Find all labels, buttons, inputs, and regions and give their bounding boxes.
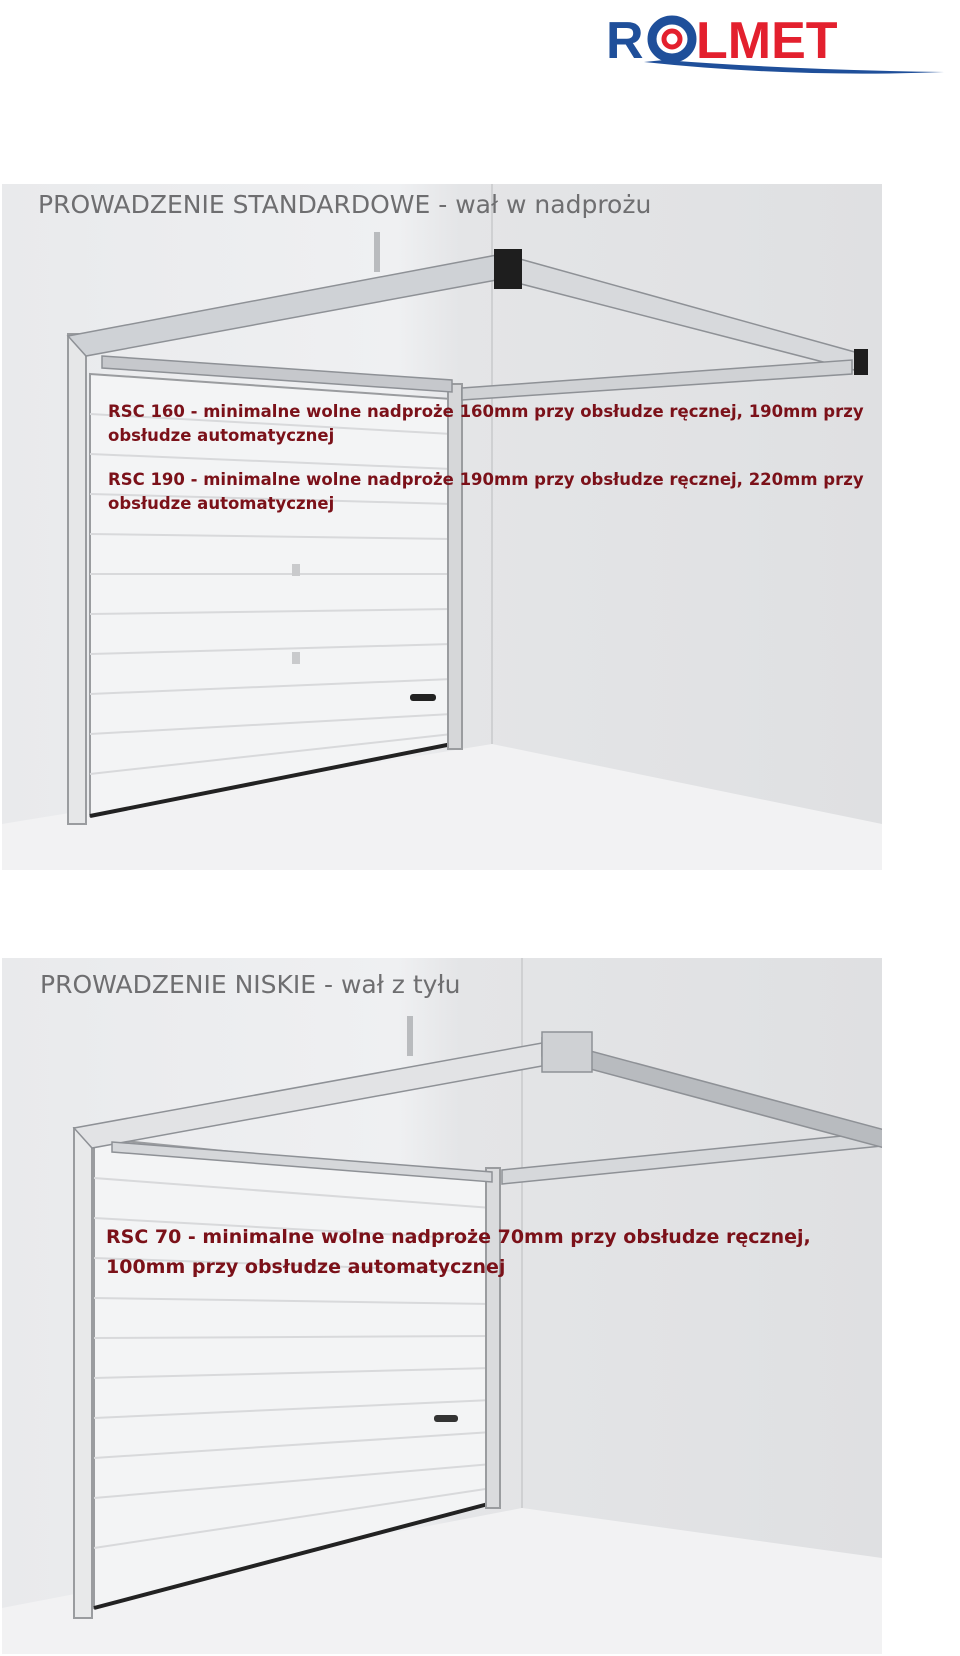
rsc190-note-line1: RSC 190 - minimalne wolne nadproże 190mm przy obsłudze ręcznej, 220mm przy <box>108 470 864 489</box>
logo-ring-icon <box>652 20 692 58</box>
rsc70-note-line1: RSC 70 - minimalne wolne nadproże 70mm przy obsłudze ręcznej, <box>106 1226 811 1248</box>
rsc190-note-line2: obsłudze automatycznej <box>108 494 335 513</box>
rsc160-note-line2: obsłudze automatycznej <box>108 426 335 445</box>
garage-door-illustration-low <box>2 958 882 1654</box>
low-guide-photo <box>2 958 882 1654</box>
garage-door-illustration <box>2 184 882 870</box>
low-guide-heading: PROWADZENIE NISKIE - wał z tyłu <box>40 970 461 999</box>
standard-guide-photo <box>2 184 882 870</box>
rsc160-note-line1: RSC 160 - minimalne wolne nadproże 160mm przy obsłudze ręcznej, 190mm przy <box>108 402 864 421</box>
logo-letter-r: R <box>606 12 644 70</box>
logo-letters: LMET <box>696 12 838 70</box>
standard-guide-heading: PROWADZENIE STANDARDOWE - wał w nadprożu <box>38 190 652 219</box>
rsc70-note-line2: 100mm przy obsłudze automatycznej <box>106 1256 506 1278</box>
rolmet-logo <box>604 10 950 80</box>
